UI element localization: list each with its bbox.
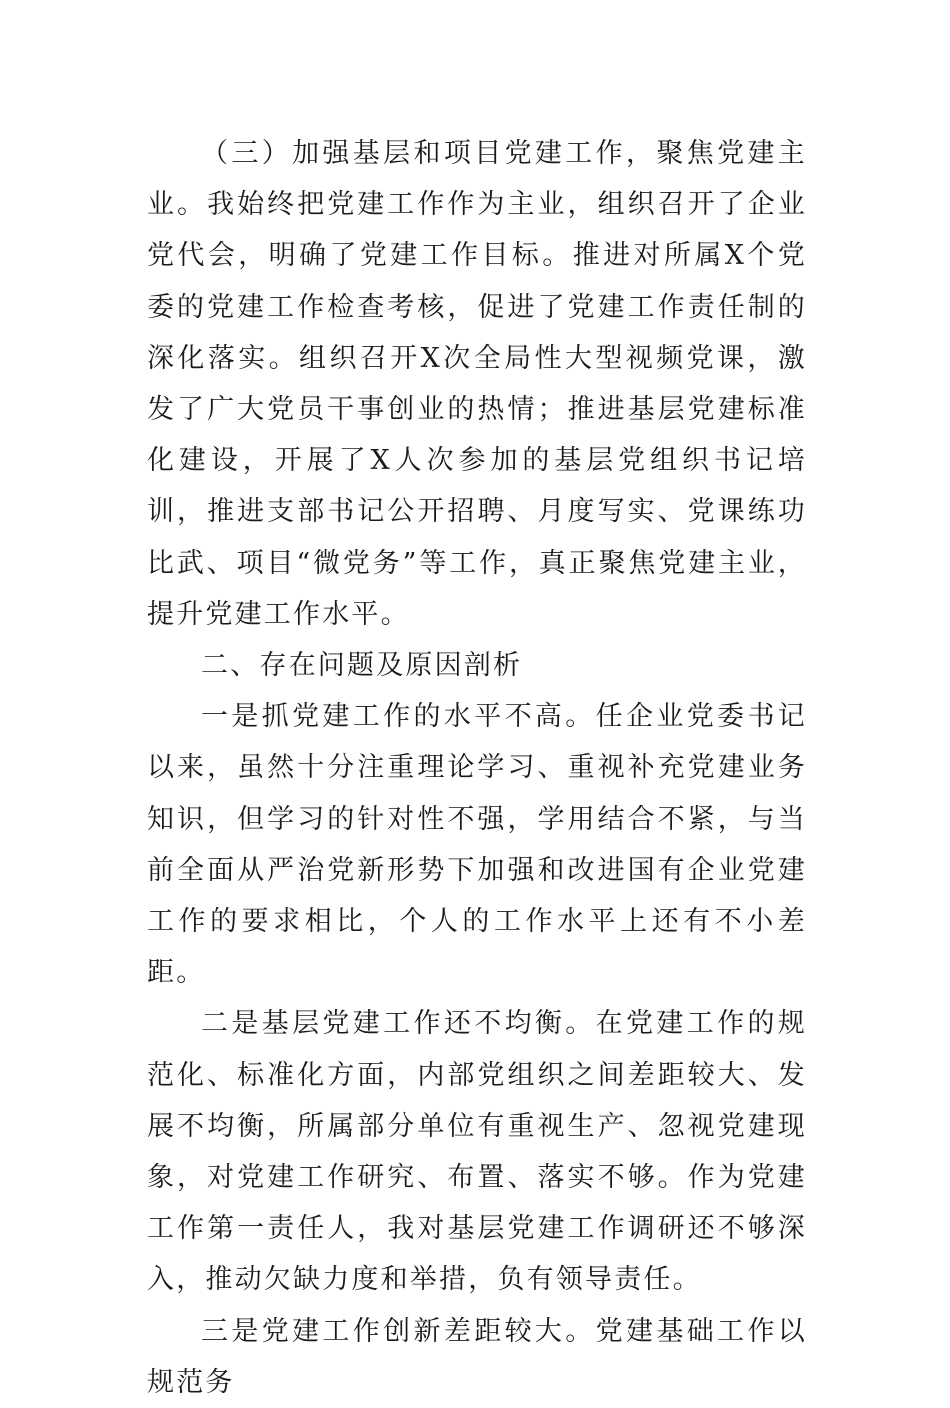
paragraph-problem-three: 三是党建工作创新差距较大。党建基础工作以规范务: [147, 1315, 807, 1398]
paragraph-party-building-work: （三）加强基层和项目党建工作，聚焦党建主业。我始终把党建工作作为主业，组织召开了企业党代会，明确了党建工作目标。推进对所属X个党委的党建工作检查考核，促进了党建工作责任制的深化落实。组织召开X次全局性大型视频党课，激发了广大党员干事创业的热情；推进基层党建标准化建设，开展了X人次参加的基层党组织书记培训，推进支部书记公开招聘、月度写实、党课练功比武、项目“微党务”等工作，真正聚焦党建主业，提升党建工作水平。: [147, 138, 807, 630]
document-body: [147, 128, 807, 1408]
paragraph-problem-two: 二是基层党建工作还不均衡。在党建工作的规范化、标准化方面，内部党组织之间差距较大、发展不均衡，所属部分单位有重视生产、忽视党建现象，对党建工作研究、布置、落实不够。作为党建工作第一责任人，我对基层党建工作调研还不够深入，推动欠缺力度和举措，负有领导责任。: [147, 1008, 807, 1296]
section-heading-problems: 二、存在问题及原因剖析: [201, 650, 523, 682]
paragraph-problem-one: 一是抓党建工作的水平不高。任企业党委书记以来，虽然十分注重理论学习、重视补充党建业务知识，但学习的针对性不强，学用结合不紧，与当前全面从严治党新形势下加强和改进国有企业党建工作的要求相比，个人的工作水平上还有不小差距。: [147, 701, 807, 989]
